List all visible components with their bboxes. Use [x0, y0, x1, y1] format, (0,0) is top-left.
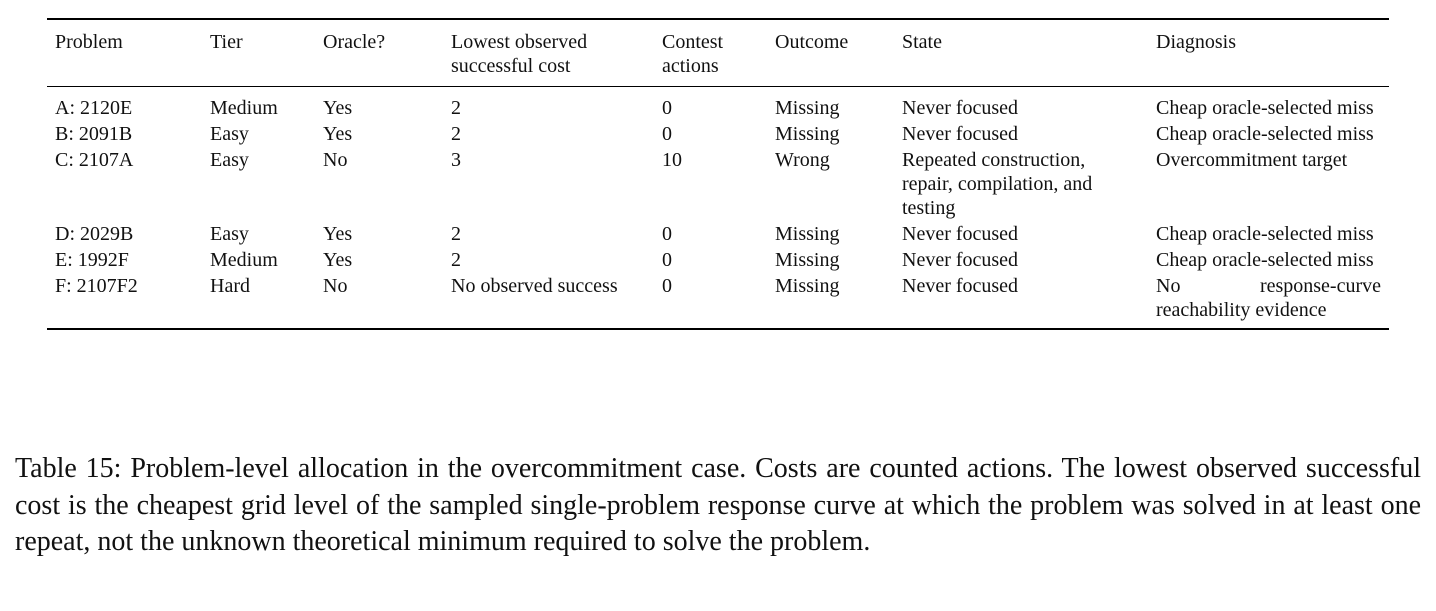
- cell-diagnosis: Cheap oracle-selected miss: [1156, 223, 1374, 245]
- cell-contest-actions: 0: [662, 223, 672, 245]
- table-row: [47, 122, 1389, 148]
- cell-tier: Easy: [210, 223, 249, 245]
- cell-lowest-cost: 2: [451, 249, 461, 271]
- cell-contest-actions: 0: [662, 123, 672, 145]
- table-row: [47, 222, 1389, 248]
- allocation-table: [47, 18, 1389, 330]
- cell-diagnosis: Overcommitment target: [1156, 149, 1348, 171]
- cell-outcome: Missing: [775, 275, 840, 297]
- cell-diagnosis: Cheap oracle-selected miss: [1156, 97, 1374, 119]
- cell-state: Never focused: [902, 223, 1019, 245]
- cell-outcome: Missing: [775, 97, 840, 119]
- table-row: [47, 274, 1389, 329]
- cell-state: Never focused: [902, 275, 1019, 297]
- cell-diagnosis: Cheap oracle-selected miss: [1156, 123, 1374, 145]
- cell-problem: A: 2120E: [55, 97, 133, 119]
- table-row: [47, 248, 1389, 274]
- cell-oracle: No: [323, 275, 348, 297]
- cell-oracle: Yes: [323, 223, 353, 245]
- cell-tier: Medium: [210, 97, 278, 119]
- cell-oracle: No: [323, 149, 348, 171]
- cell-tier: Easy: [210, 123, 249, 145]
- header-problem: Problem: [55, 31, 123, 53]
- cell-tier: Medium: [210, 249, 278, 271]
- cell-lowest-cost: No observed success: [451, 275, 618, 297]
- cell-contest-actions: 0: [662, 97, 672, 119]
- cell-outcome: Missing: [775, 123, 840, 145]
- cell-diagnosis: No response-curve reachability evidence: [1156, 275, 1381, 321]
- header-diagnosis: Diagnosis: [1156, 31, 1236, 53]
- cell-outcome: Missing: [775, 249, 840, 271]
- cell-problem: B: 2091B: [55, 123, 133, 145]
- cell-outcome: Wrong: [775, 149, 830, 171]
- table-header-row: [47, 19, 1389, 87]
- allocation-table-container: [47, 18, 1389, 330]
- header-oracle: Oracle?: [323, 31, 386, 53]
- header-state: State: [902, 31, 942, 53]
- cell-contest-actions: 10: [662, 149, 682, 171]
- cell-lowest-cost: 3: [451, 149, 461, 171]
- cell-oracle: Yes: [323, 249, 353, 271]
- header-lowest-cost: Lowest observed successful cost: [451, 31, 588, 77]
- cell-problem: F: 2107F2: [55, 275, 138, 297]
- header-tier: Tier: [210, 31, 243, 53]
- table-row: [47, 148, 1389, 222]
- cell-state: Repeated construction, repair, compilation, and testing: [902, 149, 1093, 219]
- cell-diagnosis: Cheap oracle-selected miss: [1156, 249, 1374, 271]
- cell-tier: Hard: [210, 275, 250, 297]
- cell-state: Never focused: [902, 97, 1019, 119]
- cell-oracle: Yes: [323, 97, 353, 119]
- cell-lowest-cost: 2: [451, 223, 461, 245]
- cell-outcome: Missing: [775, 223, 840, 245]
- cell-state: Never focused: [902, 123, 1019, 145]
- table-row: [47, 87, 1389, 123]
- cell-lowest-cost: 2: [451, 123, 461, 145]
- cell-problem: D: 2029B: [55, 223, 134, 245]
- cell-tier: Easy: [210, 149, 249, 171]
- header-contest-actions: Contest actions: [662, 31, 724, 77]
- cell-problem: C: 2107A: [55, 149, 134, 171]
- cell-oracle: Yes: [323, 123, 353, 145]
- cell-contest-actions: 0: [662, 275, 672, 297]
- cell-lowest-cost: 2: [451, 97, 461, 119]
- table-caption: Table 15: Problem-level allocation in the overcommitment case. Costs are counted actions. The lowest observed successful cost is the cheapest grid level of the sampled single-problem response curve at which the problem was solved in at least one repeat, not the unknown theoretical minimum required to solve the problem.: [15, 453, 1421, 557]
- cell-state: Never focused: [902, 249, 1019, 271]
- header-outcome: Outcome: [775, 31, 849, 53]
- cell-contest-actions: 0: [662, 249, 672, 271]
- cell-problem: E: 1992F: [55, 249, 129, 271]
